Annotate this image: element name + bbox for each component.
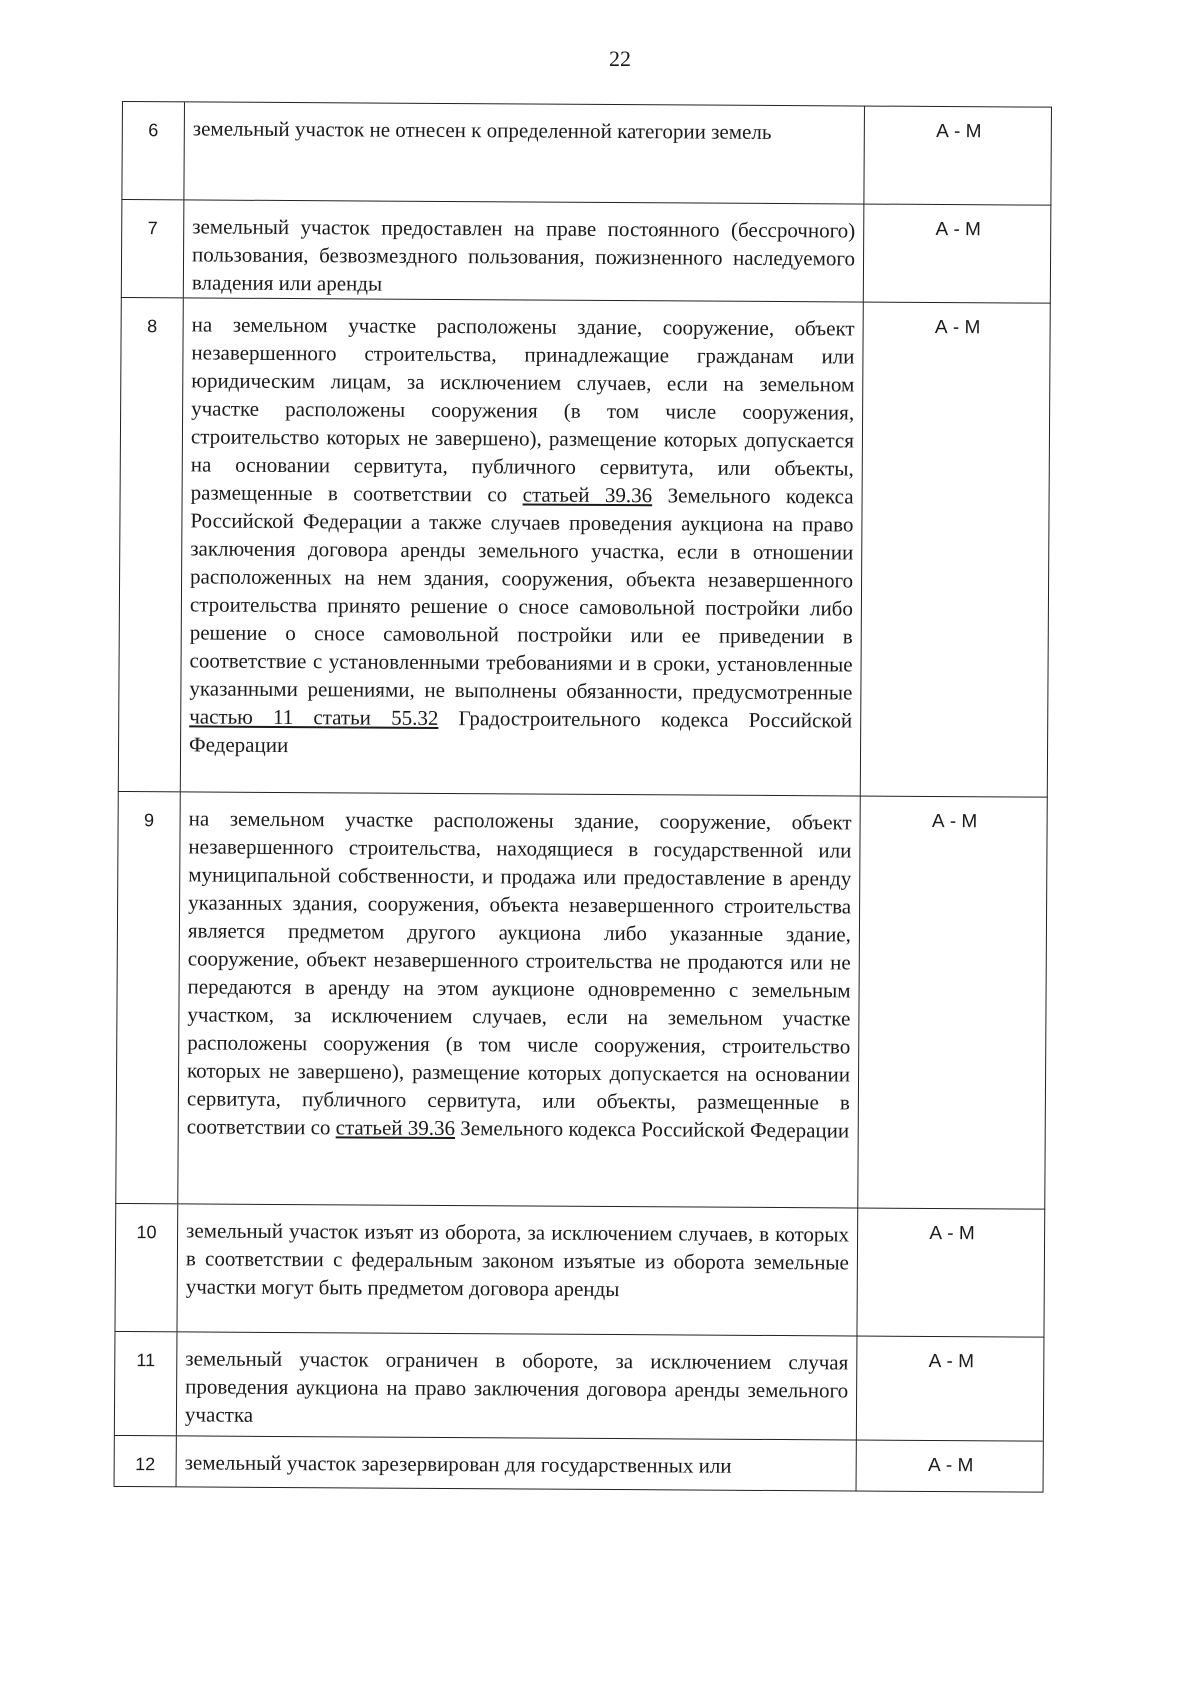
row-code: А - М: [935, 218, 981, 241]
row-number: 10: [115, 1204, 178, 1331]
criteria-table: [113, 101, 1052, 1592]
row-description: земельный участок предоставлен на праве постоянного (бессрочного) пользования, безвозмездного пользования, пожизненного наследуемого владения или аренды: [184, 200, 865, 301]
row-description: земельный участок изъят из оборота, за исключением случаев, в которых в соответствии с федеральным законом изъятые из оборота земельные участки могут быть предметом договора аренды: [177, 1204, 858, 1335]
table-row: [114, 1435, 1044, 1493]
row-description: земельный участок ограничен в обороте, за исключением случая проведения аукциона на право заключения договора аренды земельного участка: [177, 1332, 858, 1439]
row-number: 9: [116, 792, 181, 1203]
row-code: А - М: [934, 316, 981, 339]
row-code: А - М: [931, 810, 978, 833]
row-description: земельный участок зарезервирован для государственных или: [177, 1436, 857, 1490]
row-text-part: Градостроительного кодекса Российской Федерации: [188, 705, 853, 758]
page-number: 22: [609, 46, 631, 71]
row-text-part: на земельном участке расположены здание, сооружение, объект незавершенного строительства, принадлежащие гражданам или юридическим лицам, за исключением случаев, если на земельном участке расположены сооружения (в том числе сооружения, строительство которых не завершено), размещение которых допускается на основании сервитута, публичного сервитута, или объекты, размещенные в соответствии со: [190, 312, 855, 507]
table-row: [114, 1203, 1045, 1337]
table-row: [121, 199, 1052, 303]
row-description: [181, 298, 864, 795]
table-row: [118, 297, 1051, 797]
row-number: 6: [122, 102, 185, 199]
law-reference-link[interactable]: статьей 39.36: [522, 482, 653, 508]
row-description: земельный участок не отнесен к определенной категории земель: [184, 102, 865, 203]
row-code: А - М: [929, 1222, 975, 1245]
table-row: [115, 791, 1047, 1209]
row-text-part: на земельном участке расположены здание, сооружение, объект незавершенного строительства, находящиеся в государственной или муниципальной собственности, и продажа или предоставление в аренду указанных здания, сооружения, объекта незавершенного строительства является предметом другого аукциона либо указанные здание, сооружение, объект незавершенного строительства не продаются или не передаются в аренду на этом аукционе одновременно с земельным участком, за исключением случаев, если на земельном участке расположены сооружения (в том числе сооружения, строительство которых не завершено), размещение которых допускается на основании сервитута, публичного сервитута, или объекты, размещенные в соответствии со: [186, 806, 852, 1140]
row-description: [178, 792, 860, 1207]
row-number: 7: [122, 200, 185, 297]
row-number: 11: [115, 1332, 178, 1435]
row-number: 12: [115, 1436, 177, 1486]
row-code: А - М: [927, 1454, 974, 1477]
row-code: А - М: [928, 1350, 975, 1373]
row-number: 8: [119, 298, 184, 791]
table-row: [121, 101, 1052, 205]
law-reference-link[interactable]: статьей 39.36: [335, 1115, 456, 1141]
row-text-part: Земельного кодекса Российской Федерации: [455, 1116, 850, 1143]
row-code: А - М: [936, 120, 982, 143]
law-reference-link[interactable]: частью 11 статьи 55.32: [189, 704, 439, 730]
row-text-part: Земельного кодекса Российской Федерации а также случаев проведения аукциона на право заключения договора аренды земельного участка, если в отношении расположенных на нем здания, сооружения, объекта незавершенного строительства принято решение о сносе самовольной постройки либо решение о сносе самовольной постройки или ее приведении в соответствие с установленными требованиями и в сроки, установленные указанными решениями, не выполнены обязанности, предусмотренные: [189, 483, 854, 705]
table-row: [114, 1331, 1045, 1441]
